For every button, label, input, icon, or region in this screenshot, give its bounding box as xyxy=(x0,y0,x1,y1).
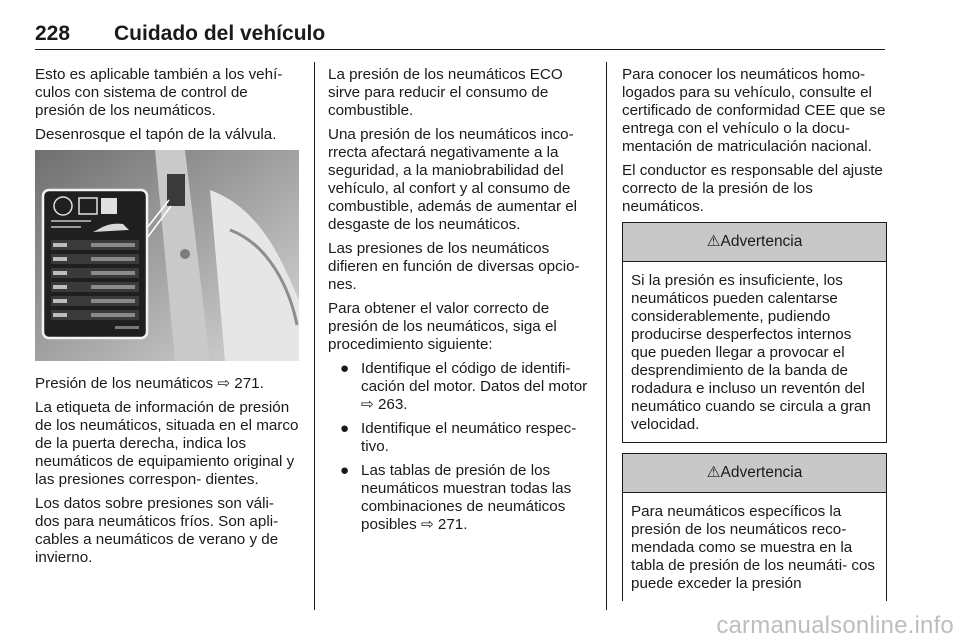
paragraph: La presión de los neumáticos ECO sirve para reducir el consumo de combustible. xyxy=(328,66,563,119)
door-frame-illustration xyxy=(35,150,299,361)
list-item-text: Identifique el código de identifi- cación del motor. Datos del motor ⇨ 263. xyxy=(361,360,588,413)
paragraph: Para conocer los neumáticos homo- logados para su vehículo, consulte el certificado de conformidad CEE que se entrega con el vehículo o la docu- mentación de matriculación nacional. xyxy=(622,66,886,155)
warning-title: ⚠Advertencia xyxy=(623,223,886,262)
header-rule xyxy=(35,49,885,50)
column-divider-1 xyxy=(314,62,315,610)
paragraph: Los datos sobre presiones son váli- dos para neumáticos fríos. Son apli- cables a neumáticos de verano y de invierno. xyxy=(35,495,279,566)
page-number: 228 xyxy=(35,22,71,45)
warning-title: ⚠Advertencia xyxy=(623,454,886,493)
column-1 xyxy=(35,66,299,573)
watermark: carmanualsonline.info xyxy=(716,612,954,639)
bullet-icon: ● xyxy=(340,462,350,479)
page-header xyxy=(35,22,885,52)
warning-text: Para neumáticos específicos la presión de los neumáticos reco- mendada como se muestra en la tabla de presión de los neumáti- cos puede exceder la presión xyxy=(631,503,875,592)
paragraph: Una presión de los neumáticos inco- rrecta afectará negativamente a la seguridad, a la maniobrabilidad del vehículo, al confort y al consumo de combustible, además de aumentar el desgaste de los neumáticos. xyxy=(328,126,578,233)
list-item xyxy=(328,462,592,534)
paragraph: Las presiones de los neumáticos difieren en función de diversas opcio- nes. xyxy=(328,240,580,293)
paragraph: Desenrosque el tapón de la válvula. xyxy=(35,126,277,143)
list-item-text: Identifique el neumático respec- tivo. xyxy=(361,420,577,455)
figure-caption: Presión de los neumáticos ⇨ 271. xyxy=(35,375,264,392)
warning-text: Si la presión es insuficiente, los neumáticos pueden calentarse considerablemente, pudiendo producirse desperfectos internos que pueden llegar a provocar el desprendimiento de la banda de rodadura e incluso un reventón del neumático cuando se circula a gran velocidad. xyxy=(631,272,871,433)
procedure-list xyxy=(328,360,592,534)
column-divider-2 xyxy=(606,62,607,610)
chapter-title: Cuidado del vehículo xyxy=(114,22,326,45)
bullet-icon: ● xyxy=(340,420,350,437)
warning-box xyxy=(622,222,887,443)
column-3 xyxy=(622,66,887,611)
warning-box xyxy=(622,453,887,601)
tire-label-photo xyxy=(35,150,299,361)
paragraph: La etiqueta de información de presión de los neumáticos, situada en el marco de la puerta derecha, indica los neumáticos de equipamiento original y las presiones correspon- dientes. xyxy=(35,399,299,488)
list-item xyxy=(328,420,592,456)
column-2 xyxy=(328,66,592,540)
paragraph: Para obtener el valor correcto de presión de los neumáticos, siga el procedimiento siguiente: xyxy=(328,300,557,353)
list-item-text: Las tablas de presión de los neumáticos muestran todas las combinaciones de neumáticos posibles ⇨ 271. xyxy=(361,462,572,533)
paragraph: Esto es aplicable también a los vehí- culos con sistema de control de presión de los neumáticos. xyxy=(35,66,283,119)
list-item xyxy=(328,360,592,414)
paragraph: El conductor es responsable del ajuste correcto de la presión de los neumáticos. xyxy=(622,162,883,215)
bullet-icon: ● xyxy=(340,360,350,377)
